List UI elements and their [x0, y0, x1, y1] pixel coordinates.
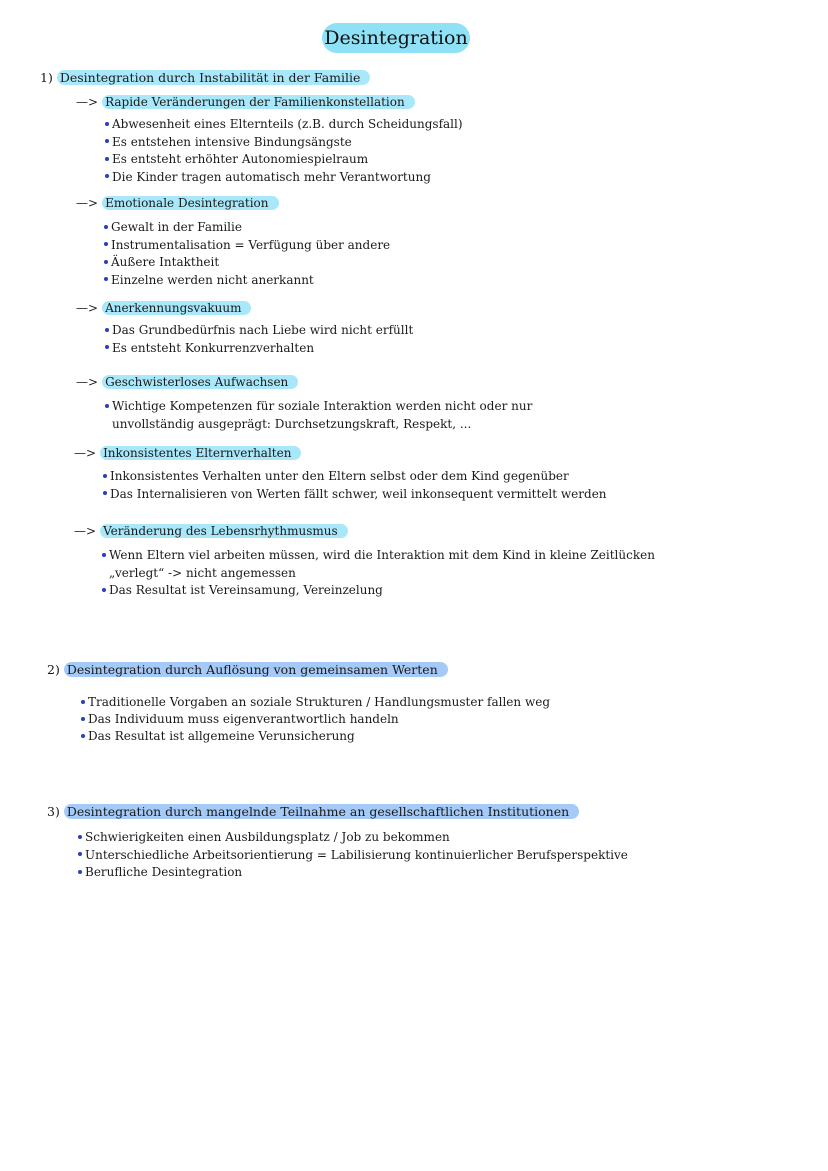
page-title: Desintegration [322, 23, 470, 53]
bullet-icon [105, 174, 109, 178]
list-item: Das Resultat ist allgemeine Verunsicherung [81, 728, 355, 746]
list-item: Wichtige Kompetenzen für soziale Interaktion werden nicht oder nur [105, 398, 532, 416]
subsection-title: Inkonsistentes Elternverhalten [100, 446, 301, 460]
subsection-heading [76, 94, 415, 111]
list-item: Traditionelle Vorgaben an soziale Strukturen / Handlungsmuster fallen weg [81, 694, 550, 712]
bullet-icon [81, 734, 85, 738]
list-item: Es entsteht erhöhter Autonomiespielraum [105, 151, 368, 169]
list-item: Äußere Intaktheit [104, 254, 219, 272]
bullet-icon [102, 588, 106, 592]
section-3-heading [47, 803, 579, 820]
bullet-icon [102, 553, 106, 557]
bullet-icon [78, 852, 82, 856]
section-1-heading [40, 69, 370, 86]
bullet-icon [103, 491, 107, 495]
bullet-icon [105, 328, 109, 332]
list-item: Das Grundbedürfnis nach Liebe wird nicht erfüllt [105, 322, 413, 340]
list-item: Es entsteht Konkurrenzverhalten [105, 340, 314, 358]
list-item: Wenn Eltern viel arbeiten müssen, wird die Interaktion mit dem Kind in kleine Zeitlücken [102, 547, 655, 565]
subsection-title: Emotionale Desintegration [102, 196, 278, 210]
subsection-heading [74, 523, 348, 540]
list-item: Abwesenheit eines Elternteils (z.B. durch Scheidungsfall) [105, 116, 463, 134]
subsection-title: Anerkennungsvakuum [102, 301, 251, 315]
list-item: Berufliche Desintegration [78, 864, 242, 882]
subsection-heading [76, 374, 298, 391]
bullet-icon [105, 139, 109, 143]
list-item: Die Kinder tragen automatisch mehr Verantwortung [105, 169, 431, 187]
subsection-heading [76, 195, 279, 212]
section-title: Desintegration durch Auflösung von gemeinsamen Werten [64, 662, 448, 677]
list-item: Das Resultat ist Vereinsamung, Vereinzelung [102, 582, 383, 600]
subsection-heading [76, 300, 251, 317]
list-item: Schwierigkeiten einen Ausbildungsplatz / Job zu bekommen [78, 829, 450, 847]
bullet-icon [78, 870, 82, 874]
arrow-icon: —> [74, 446, 97, 460]
bullet-icon [81, 717, 85, 721]
subsection-title: Rapide Veränderungen der Familienkonstellation [102, 95, 415, 109]
bullet-icon [105, 345, 109, 349]
subsection-heading [74, 445, 301, 462]
subsection-title: Veränderung des Lebensrhythmusmus [100, 524, 348, 538]
arrow-icon: —> [76, 196, 99, 210]
list-item: Einzelne werden nicht anerkannt [104, 272, 314, 290]
bullet-icon [104, 260, 108, 264]
list-item: Das Individuum muss eigenverantwortlich handeln [81, 711, 399, 729]
bullet-icon [104, 277, 108, 281]
section-number: 3) [47, 804, 60, 819]
bullet-icon [105, 157, 109, 161]
bullet-icon [104, 242, 108, 246]
section-number: 1) [40, 70, 53, 85]
arrow-icon: —> [76, 301, 99, 315]
arrow-icon: —> [76, 95, 99, 109]
bullet-icon [78, 835, 82, 839]
subsection-title: Geschwisterloses Aufwachsen [102, 375, 298, 389]
list-item-continuation: unvollständig ausgeprägt: Durchsetzungskraft, Respekt, ... [112, 416, 472, 431]
list-item: Es entstehen intensive Bindungsängste [105, 134, 352, 152]
section-2-heading [47, 661, 448, 678]
list-item: Instrumentalisation = Verfügung über andere [104, 237, 390, 255]
list-item: Das Internalisieren von Werten fällt schwer, weil inkonsequent vermittelt werden [103, 486, 607, 504]
section-title: Desintegration durch Instabilität in der Familie [57, 70, 371, 85]
bullet-icon [105, 122, 109, 126]
bullet-icon [104, 225, 108, 229]
bullet-icon [103, 474, 107, 478]
section-number: 2) [47, 662, 60, 677]
list-item-continuation: „verlegt“ -> nicht angemessen [109, 565, 296, 580]
arrow-icon: —> [76, 375, 99, 389]
section-title: Desintegration durch mangelnde Teilnahme an gesellschaftlichen Institutionen [64, 804, 579, 819]
bullet-icon [81, 700, 85, 704]
bullet-icon [105, 404, 109, 408]
list-item: Inkonsistentes Verhalten unter den Eltern selbst oder dem Kind gegenüber [103, 468, 569, 486]
arrow-icon: —> [74, 524, 97, 538]
list-item: Unterschiedliche Arbeitsorientierung = Labilisierung kontinuierlicher Berufsperspektive [78, 847, 628, 865]
list-item: Gewalt in der Familie [104, 219, 242, 237]
